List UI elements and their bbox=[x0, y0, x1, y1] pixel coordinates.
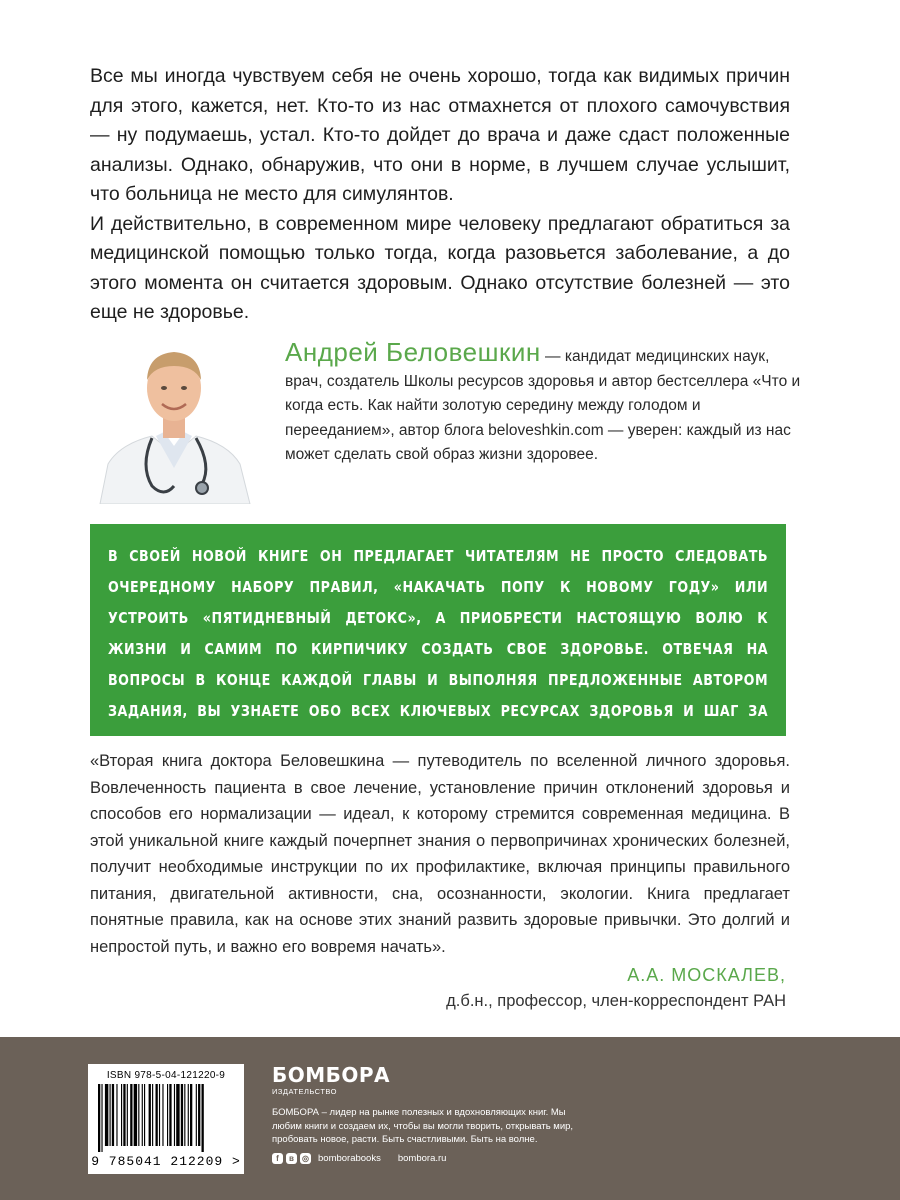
barcode-bar bbox=[152, 1084, 153, 1146]
barcode-bar bbox=[167, 1084, 168, 1146]
barcode-number: 9 785041 212209 > bbox=[91, 1154, 241, 1169]
intro-paragraph-2: И действительно, в современном мире человеку предлагают обратиться за медицинской помощью только тогда, когда разовьется заболевание, а до этого момента он считается здоровым. Однако отсутствие болезней — это еще не здоровье. bbox=[90, 212, 790, 323]
barcode-bar bbox=[169, 1084, 171, 1146]
social-handle: bomborabooks bbox=[318, 1152, 381, 1164]
barcode-bar bbox=[181, 1084, 183, 1146]
barcode-bar bbox=[127, 1084, 128, 1146]
barcode bbox=[98, 1084, 234, 1152]
barcode-bar bbox=[105, 1084, 108, 1146]
quote-text: «Вторая книга доктора Беловешкина — путеводитель по вселенной личного здоровья. Вовлеченность пациента в свое лечение, установление причин отклонений здоровья и способов его нормализации — идеал, к которому стремится современная медицина. В этой уникальной книге каждый почерпнет знания о первопричинах хронических болезней, получит необходимые инструкции по их профилактике, включая принципы правильного питания, двигательной активности, сна, осознанности, экологии. Книга предлагает понятные правила, как на основе этих знаний развить здоровые привычки. Это долгий и непростой путь, и важно его вовремя начать». bbox=[90, 752, 790, 956]
publisher-logo-sub: ИЗДАТЕЛЬСТВО bbox=[272, 1087, 338, 1096]
social-links bbox=[272, 1153, 592, 1164]
author-photo bbox=[90, 336, 258, 504]
barcode-bar bbox=[176, 1084, 179, 1146]
barcode-bar bbox=[149, 1084, 151, 1146]
author-name: Андрей Беловешкин bbox=[285, 337, 541, 367]
barcode-bar bbox=[110, 1084, 111, 1146]
barcode-bar bbox=[138, 1084, 139, 1146]
publisher-logo: БОМБОРА bbox=[272, 1063, 391, 1087]
quote-author-title: д.б.н., профессор, член-корреспондент РАН bbox=[446, 992, 786, 1010]
isbn: ISBN 978-5-04-121220-9 bbox=[106, 1070, 226, 1081]
intro-text bbox=[90, 62, 790, 328]
author-bio bbox=[285, 337, 805, 468]
quote-author-name: А.А. МОСКАЛЕВ, bbox=[627, 965, 786, 985]
barcode-bar bbox=[116, 1084, 117, 1146]
barcode-bar bbox=[198, 1084, 200, 1146]
author-bio-text: — кандидат медицинских наук, врач, создатель Школы ресурсов здоровья и автор бестселлера «Что и когда есть. Как найти золотую середину между голодом и перееданием», автор блога beloveshkin.com — уверен: каждый из нас может сделать свой образ жизни здоровее. bbox=[285, 348, 801, 463]
barcode-bar bbox=[174, 1084, 175, 1146]
barcode-bar bbox=[202, 1084, 204, 1152]
publisher-description: БОМБОРА – лидер на рынке полезных и вдохновляющих книг. Мы любим книги и создаем их, чтобы вы могли творить, открывать мир, пробовать новое, расти. Быть счастливыми. Быть на волне. bbox=[272, 1107, 574, 1145]
barcode-bar bbox=[142, 1084, 143, 1146]
barcode-bar bbox=[130, 1084, 132, 1146]
barcode-bar bbox=[112, 1084, 114, 1146]
intro-paragraph-1: Все мы иногда чувствуем себя не очень хорошо, тогда как видимых причин для этого, кажется, нет. Кто-то из нас отмахнется от плохого самочувствия — ну подумаешь, устал. Кто-то дойдет до врача и даже сдаст положенные анализы. Однако, обнаружив, что они в норме, в лучшем случае услышит, что больница не место для симулянтов. bbox=[90, 65, 790, 205]
barcode-bar bbox=[196, 1084, 197, 1146]
instagram-icon: ◎ bbox=[300, 1153, 311, 1164]
vk-icon: в bbox=[286, 1153, 297, 1164]
author-block bbox=[90, 336, 810, 506]
barcode-bar bbox=[162, 1084, 163, 1146]
quote-attribution bbox=[446, 962, 786, 1014]
barcode-bar bbox=[144, 1084, 145, 1146]
barcode-bar bbox=[159, 1084, 160, 1146]
barcode-bar bbox=[184, 1084, 185, 1146]
barcode-card bbox=[88, 1064, 244, 1174]
barcode-bar bbox=[101, 1084, 102, 1152]
website-link: bombora.ru bbox=[397, 1152, 447, 1164]
highlight-text: В СВОЕЙ НОВОЙ КНИГЕ ОН ПРЕДЛАГАЕТ ЧИТАТЕЛЯМ НЕ ПРОСТО СЛЕДОВАТЬ ОЧЕРЕДНОМУ НАБОРУ ПРАВИЛ, «НАКАЧАТЬ ПОПУ К НОВОМУ ГОДУ» ИЛИ УСТРОИТЬ «ПЯТИДНЕВНЫЙ ДЕТОКС», А ПРИОБРЕСТИ НАСТОЯЩУЮ ВОЛЮ К ЖИЗНИ И САМИМ ПО КИРПИЧИКУ СОЗДАТЬ СВОЕ ЗДОРОВЬЕ. ОТВЕЧАЯ НА ВОПРОСЫ В КОНЦЕ КАЖДОЙ ГЛАВЫ И ВЫПОЛНЯЯ ПРЕДЛОЖЕННЫЕ АВТОРОМ ЗАДАНИЯ, ВЫ УЗНАЕТЕ ОБО ВСЕХ КЛЮЧЕВЫХ РЕСУРСАХ ЗДОРОВЬЯ И ШАГ ЗА ШАГОМ ВЕРНЕТЕ СЕБЕ ЭНЕРГИЮ, ОСОЗНАННОСТЬ И ВКУС К ЖИЗНИ. bbox=[108, 547, 769, 751]
highlight-box bbox=[90, 524, 786, 751]
barcode-bar bbox=[121, 1084, 122, 1146]
quote-block bbox=[90, 748, 790, 960]
barcode-bar bbox=[156, 1084, 158, 1146]
barcode-bar bbox=[98, 1084, 100, 1152]
barcode-bar bbox=[188, 1084, 189, 1146]
barcode-bar bbox=[123, 1084, 125, 1146]
facebook-icon: f bbox=[272, 1153, 283, 1164]
publisher-info bbox=[272, 1065, 592, 1164]
barcode-bar bbox=[190, 1084, 192, 1146]
footer bbox=[0, 1037, 900, 1200]
barcode-bar bbox=[134, 1084, 137, 1146]
